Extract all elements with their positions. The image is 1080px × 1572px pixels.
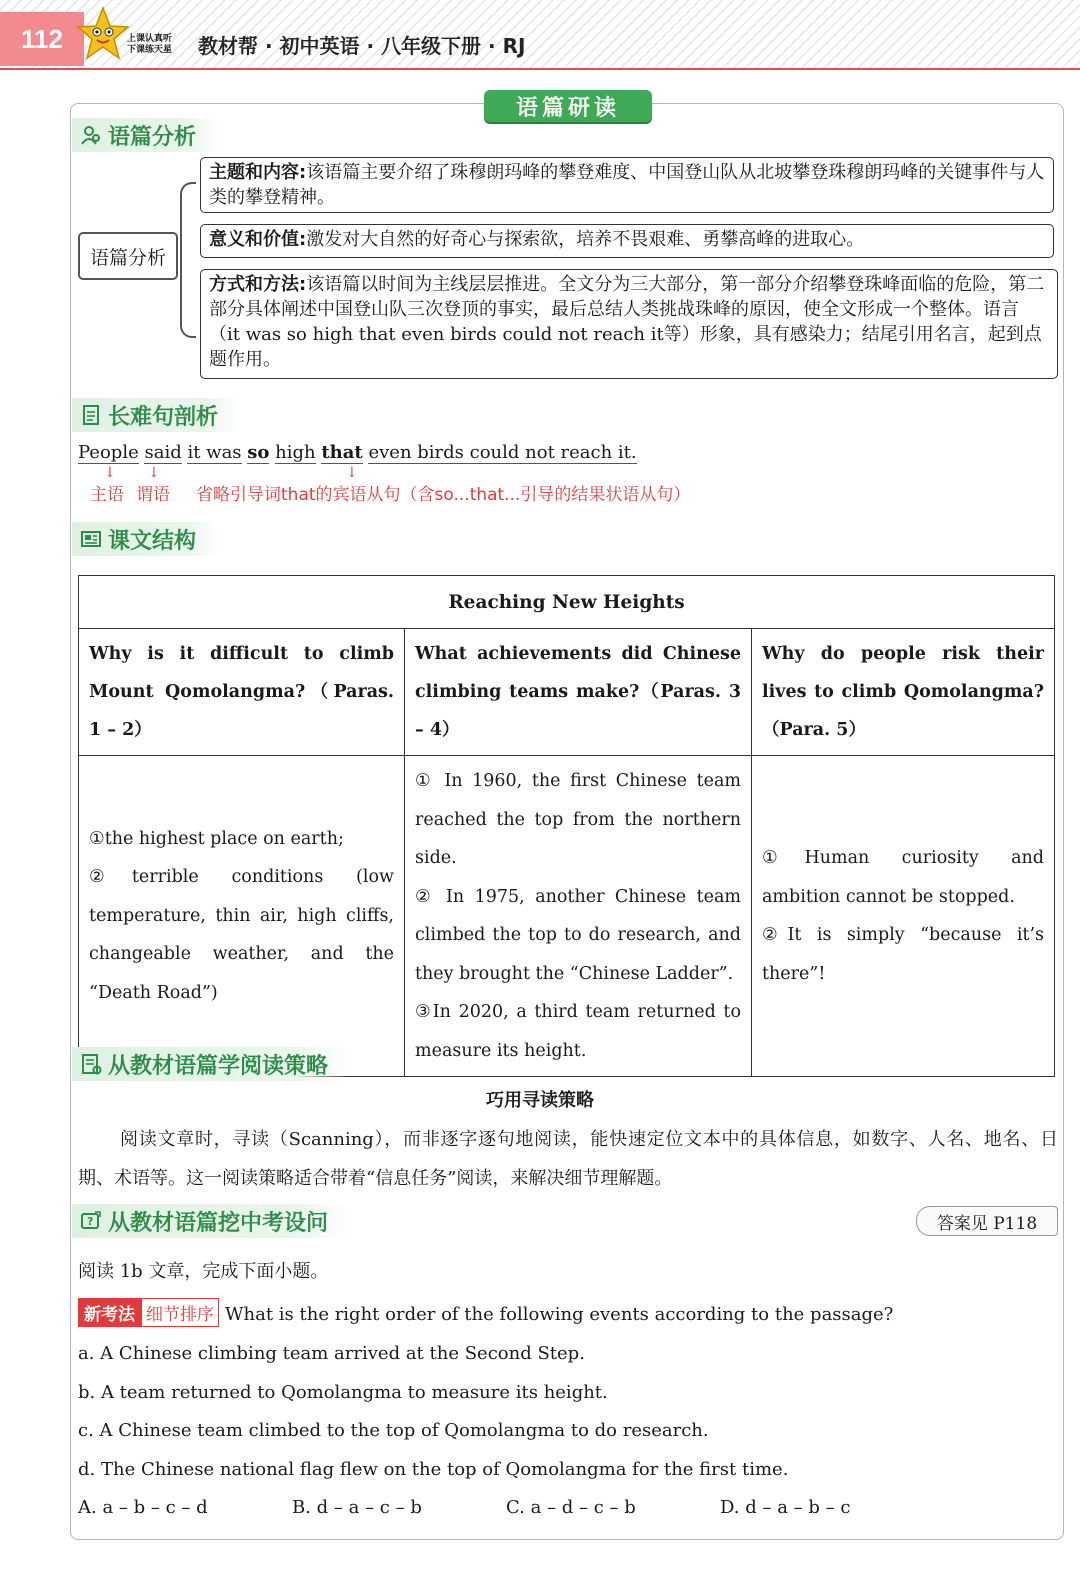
answer-cell [405, 756, 752, 1077]
answer-reference: 答案见 P118 [916, 1206, 1058, 1236]
answer-item: ②It is simply “because it’s there”! [762, 925, 1044, 984]
section-title-structure [72, 522, 218, 556]
answer-item: ②terrible conditions (low temperature, thin air, high cliffs, changeable weather, and the “Death Road”) [89, 867, 394, 1003]
page-number: 112 [0, 12, 84, 66]
checklist-icon [80, 1053, 102, 1075]
strategy-subtitle: 巧用寻读策略 [486, 1090, 594, 1111]
analysis-theme-box [200, 157, 1054, 213]
arrow-down-icon: ↓ [346, 465, 358, 481]
box-key: 意义和价值: [209, 229, 307, 250]
slogan [127, 34, 172, 56]
section-title-exam [72, 1204, 350, 1238]
book-structure-icon [80, 528, 102, 550]
section-title-text: 从教材语篇学阅读策略 [108, 1053, 329, 1079]
analysis-method-box [200, 269, 1058, 379]
example-sentence [78, 442, 637, 463]
book-title: 教材帮 · 初中英语 · 八年级下册 · RJ [198, 34, 526, 58]
new-format-tag: 新考法 [78, 1298, 141, 1327]
question-cell: Why do people risk their lives to climb Qomolangma?（Para. 5） [752, 629, 1055, 756]
people-icon [80, 124, 102, 146]
question-type-tag: 细节排序 [141, 1298, 219, 1327]
answer-item: ①Human curiosity and ambition cannot be stopped. [762, 848, 1044, 907]
document-icon [80, 404, 102, 426]
box-text: 激发对大自然的好奇心与探索欲，培养不畏艰难、勇攀高峰的进取心。 [306, 229, 865, 250]
slogan-line: 上课认真听 [127, 34, 173, 44]
option-c[interactable]: C. a – d – c – b [506, 1497, 636, 1518]
arrow-down-icon: ↓ [104, 465, 116, 481]
event-item: a. A Chinese climbing team arrived at the Second Step. [78, 1343, 585, 1364]
answer-cell [79, 756, 405, 1077]
box-text: 该语篇主要介绍了珠穆朗玛峰的攀登难度、中国登山队从北坡攀登珠穆朗玛峰的关键事件与人类的攀登精神。 [209, 162, 1045, 208]
question-cell: Why is it difficult to climb Mount Qomolangma?（Paras. 1 – 2） [79, 629, 405, 756]
box-key: 方式和方法: [209, 274, 307, 295]
section-title-text: 课文结构 [108, 528, 197, 554]
section-title-text: 长难句剖析 [108, 404, 219, 430]
sentence-word: even birds could not reach it. [368, 442, 637, 463]
box-text: 该语篇以时间为主线层层推进。全文分为三大部分，第一部分介绍攀登珠峰面临的危险，第二部分具体阐述中国登山队三次登顶的事实，最后总结人类挑战珠峰的原因，使全文形成一个整体。语言（it was so high that even birds could not reach it等）形象，具有感染力；结尾引用名言，起到点题作用。 [209, 274, 1045, 370]
section-title-strategy [72, 1047, 350, 1081]
sentence-word: that [321, 442, 363, 463]
answer-item: ① In 1960, the first Chinese team reached the top from the northern side. [415, 771, 741, 868]
structure-table [78, 575, 1055, 1077]
event-item: c. A Chinese team climbed to the top of Qomolangma to do research. [78, 1420, 709, 1441]
question-text: What is the right order of the following events according to the passage? [225, 1304, 894, 1325]
option-a[interactable]: A. a – b – c – d [78, 1497, 208, 1518]
sentence-word: said [144, 442, 182, 463]
option-d[interactable]: D. d – a – b – c [720, 1497, 851, 1518]
annotation-subject: 主语 [90, 485, 124, 505]
answer-cell [752, 756, 1055, 1077]
exam-instruction: 阅读 1b 文章，完成下面小题。 [78, 1261, 329, 1282]
question-icon [80, 1210, 102, 1232]
star-mascot-icon [76, 6, 130, 64]
exam-question [78, 1298, 893, 1327]
annotation-clause: 省略引导词that的宾语从句（含so...that...引导的结果状语从句） [196, 485, 691, 505]
box-key: 主题和内容: [209, 162, 307, 183]
section-banner: 语篇研读 [484, 90, 652, 122]
sentence-word: so [247, 442, 270, 463]
sentence-word: it was [187, 442, 242, 463]
sentence-word: People [78, 442, 139, 463]
slogan-line: 下课练天星 [127, 45, 173, 55]
option-b[interactable]: B. d – a – c – b [292, 1497, 422, 1518]
svg-text:?: ? [87, 1215, 94, 1228]
brace [180, 182, 196, 338]
section-title-long-sentence [72, 398, 240, 432]
sentence-word: high [275, 442, 316, 463]
event-item: b. A team returned to Qomolangma to measure its height. [78, 1382, 608, 1403]
header-divider [0, 68, 1080, 70]
analysis-label: 语篇分析 [78, 232, 178, 280]
strategy-paragraph: 阅读文章时，寻读（Scanning），而非逐字逐句地阅读，能快速定位文本中的具体信息，如数字、人名、地名、日期、术语等。这一阅读策略适合带着“信息任务”阅读，来解决细节理解题。 [78, 1129, 1058, 1189]
question-cell: What achievements did Chinese climbing teams make?（Paras. 3 – 4） [405, 629, 752, 756]
event-item: d. The Chinese national flag flew on the top of Qomolangma for the first time. [78, 1459, 789, 1480]
answer-item: ③In 2020, a third team returned to measure its height. [415, 1002, 741, 1061]
section-title-analysis [72, 118, 218, 152]
annotation-predicate: 谓语 [136, 485, 170, 505]
section-title-text: 语篇分析 [108, 124, 197, 150]
arrow-down-icon: ↓ [148, 465, 160, 481]
answer-item: ② In 1975, another Chinese team climbed the top to do research, and they brought the “Chinese Ladder”. [415, 886, 741, 984]
table-title: Reaching New Heights [79, 576, 1055, 629]
answer-item: ①the highest place on earth; [89, 828, 344, 849]
analysis-meaning-box [200, 224, 1054, 258]
section-title-text: 从教材语篇挖中考设问 [108, 1210, 329, 1236]
